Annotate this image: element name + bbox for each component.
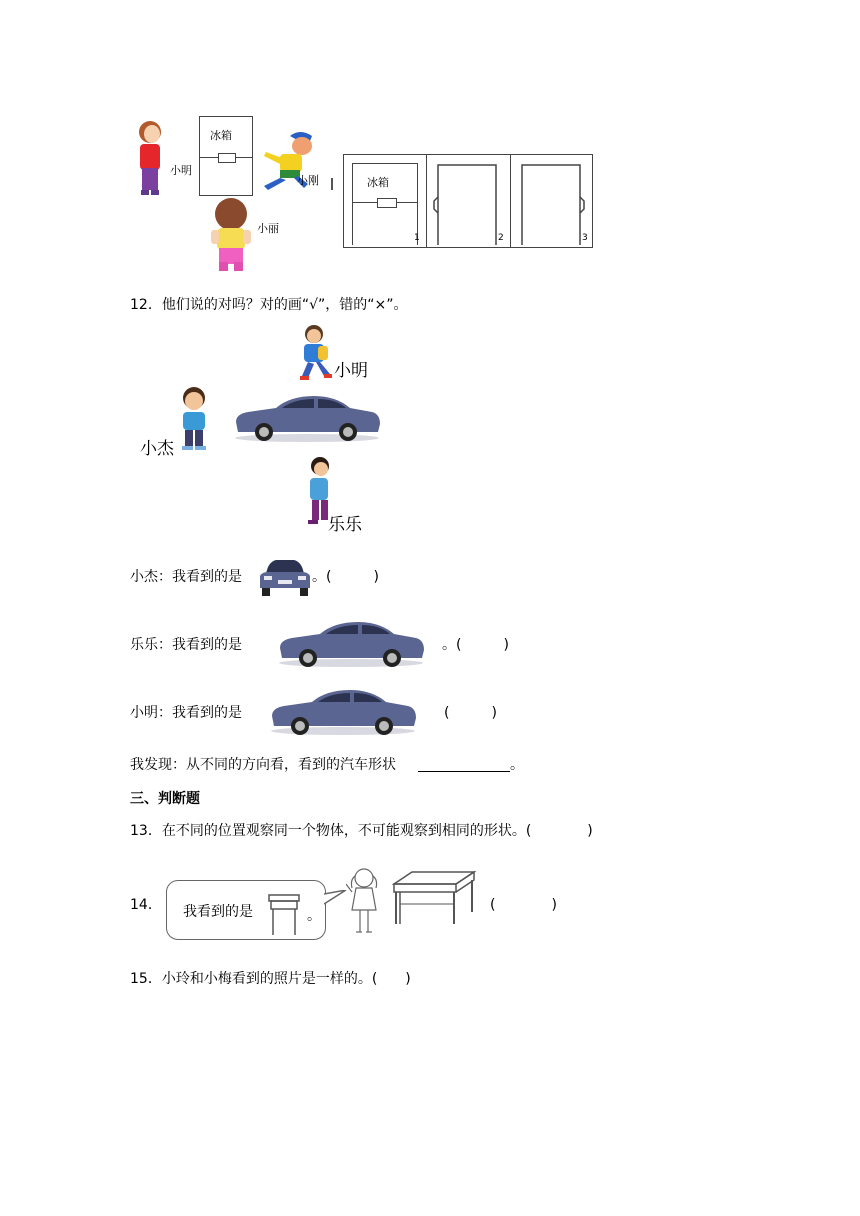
view-3-fridge-side bbox=[516, 161, 588, 245]
fridge bbox=[199, 116, 253, 196]
bubble-end: 。 bbox=[307, 908, 321, 924]
q14-number: 14． bbox=[130, 897, 162, 913]
q13-text: 13．在不同的位置观察同一个物体，不可能观察到相同的形状。( ) bbox=[130, 823, 593, 839]
name-xiaoming: 小明 bbox=[170, 164, 192, 177]
statement-xiaojie-answer: 。( ) bbox=[312, 569, 379, 585]
bubble-tail bbox=[324, 890, 348, 910]
name-top-xiaoming: 小明 bbox=[334, 361, 368, 381]
boy-top-figure bbox=[298, 324, 332, 382]
name-left-xiaojie: 小杰 bbox=[140, 439, 174, 459]
view-2-fridge-side bbox=[432, 161, 504, 245]
desk-perspective bbox=[392, 870, 476, 936]
view-panels bbox=[343, 154, 593, 248]
speech-bubble bbox=[166, 880, 326, 940]
statement-lele: 乐乐：我看到的是 bbox=[130, 637, 242, 653]
fridge-label: 冰箱 bbox=[210, 129, 232, 142]
q11-figure bbox=[125, 110, 605, 275]
view-1-label: 冰箱 bbox=[367, 176, 389, 189]
xiaoli-figure bbox=[205, 198, 257, 274]
statement-xiaoming-answer: ( ) bbox=[444, 705, 497, 721]
bracket-mark bbox=[331, 178, 333, 190]
car-front-view bbox=[258, 556, 312, 598]
girl-figure bbox=[346, 866, 382, 938]
statement-xiaoming: 小明：我看到的是 bbox=[130, 705, 242, 721]
finding-text: 我发现：从不同的方向看，看到的汽车形状 bbox=[130, 757, 396, 773]
q12-question: 12．他们说的对吗？对的画“√”，错的“×”。 bbox=[130, 297, 408, 313]
name-xiaogang: 小刚 bbox=[297, 174, 319, 187]
view-1-fridge-front bbox=[352, 163, 418, 245]
statement-xiaojie: 小杰：我看到的是 bbox=[130, 569, 242, 585]
boy-left-figure bbox=[176, 386, 212, 452]
view-number-1: 1 bbox=[414, 233, 420, 243]
car-side-view bbox=[232, 392, 382, 444]
q14-paren: ( ) bbox=[490, 897, 557, 913]
bubble-text: 我看到的是 bbox=[183, 904, 253, 920]
name-xiaoli: 小丽 bbox=[257, 222, 279, 235]
desk-front-view-icon bbox=[267, 893, 301, 937]
finding-blank[interactable] bbox=[418, 771, 510, 772]
q15-text: 15．小玲和小梅看到的照片是一样的。( ) bbox=[130, 971, 411, 987]
finding-end: 。 bbox=[510, 757, 524, 773]
statement-lele-answer: 。( ) bbox=[442, 637, 509, 653]
car-side-view-3 bbox=[268, 686, 418, 736]
name-bottom-lele: 乐乐 bbox=[328, 515, 362, 535]
view-number-3: 3 bbox=[582, 233, 588, 243]
section-title-judgement: 三、判断题 bbox=[130, 791, 200, 807]
car-side-view-2 bbox=[276, 618, 426, 668]
view-number-2: 2 bbox=[498, 233, 504, 243]
xiaoming-figure bbox=[130, 120, 170, 200]
